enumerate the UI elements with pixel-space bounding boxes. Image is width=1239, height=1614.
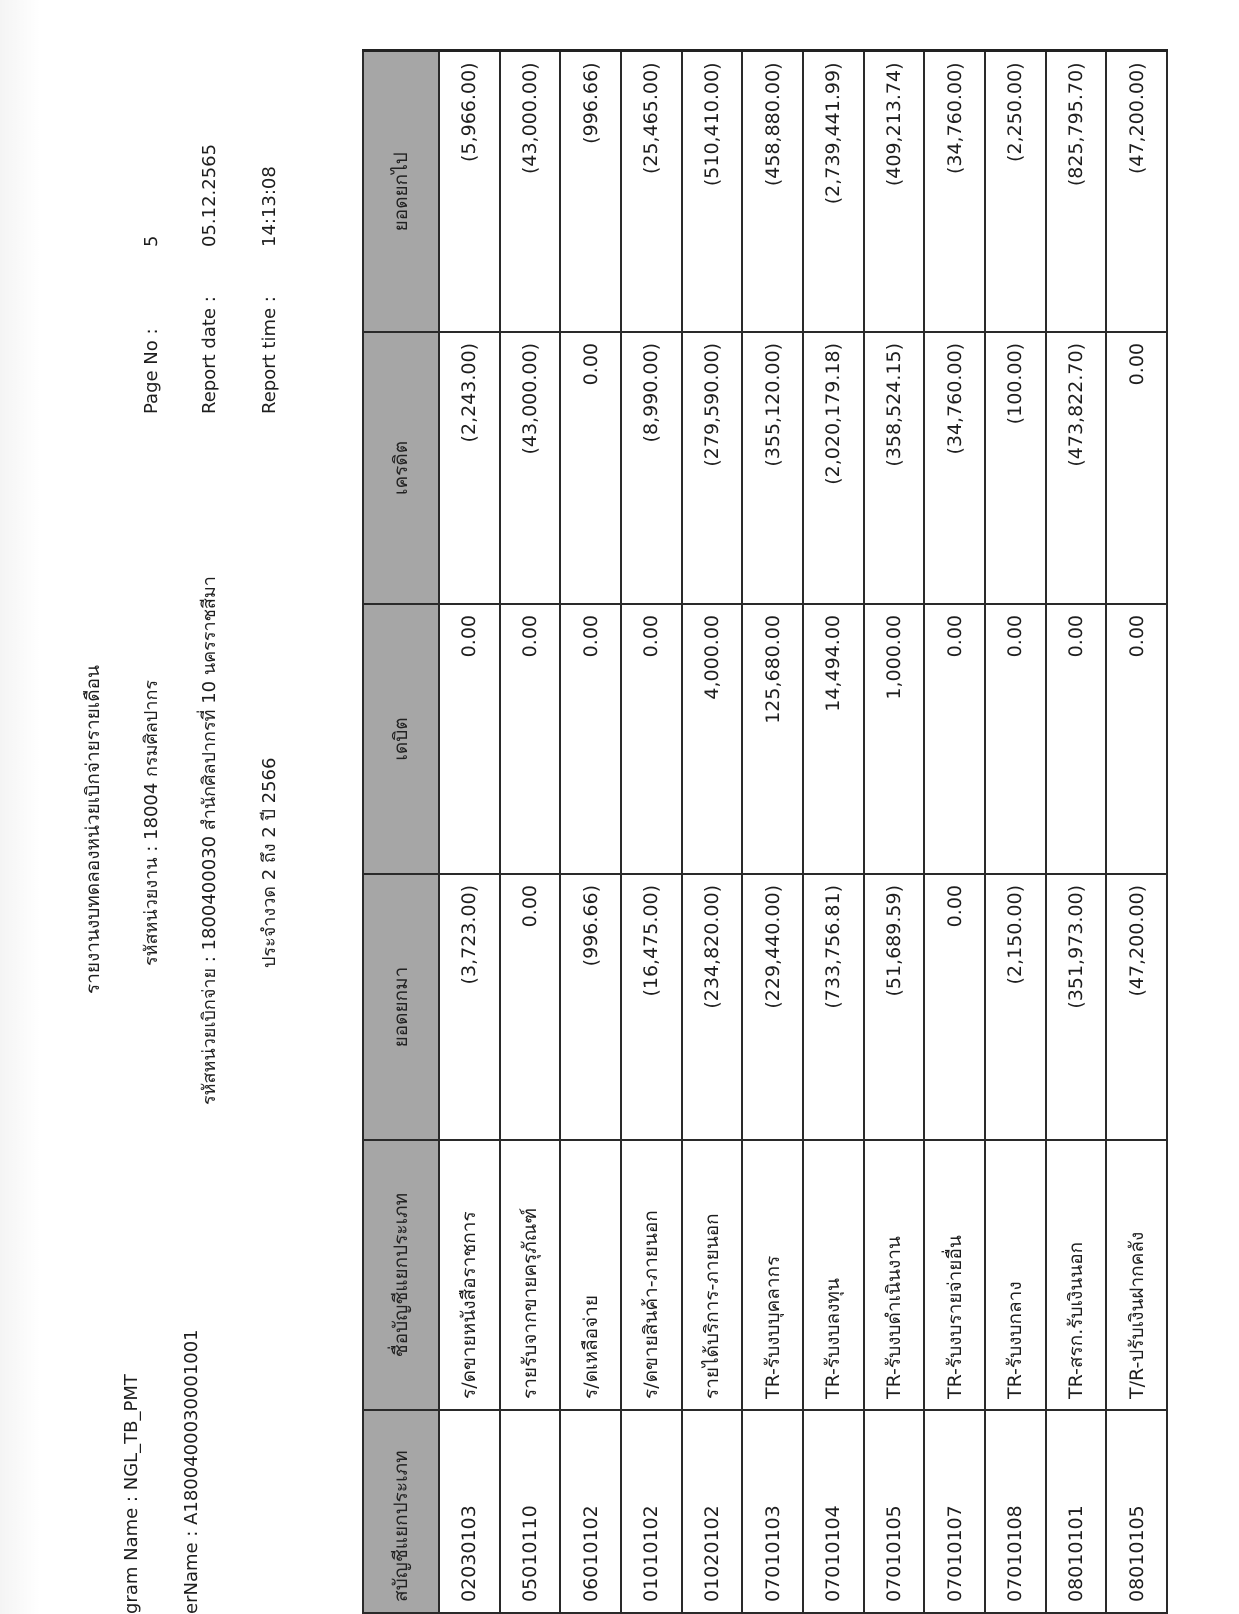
- brought-forward-cell: (733,756.81): [803, 874, 864, 1140]
- credit-cell: (43,000.00): [500, 332, 561, 604]
- brought-forward-cell: (234,820.00): [682, 874, 743, 1140]
- account-code-cell: 01020102: [682, 1410, 743, 1613]
- table-row: [742, 51, 803, 1613]
- carried-forward-cell: (2,250.00): [985, 51, 1046, 332]
- table-row: [864, 51, 925, 1613]
- user-name: erName : A1800400030001001: [181, 1329, 202, 1614]
- brought-forward-cell: 0.00: [500, 874, 561, 1140]
- debit-cell: 1,000.00: [864, 604, 925, 874]
- table-header-row: [363, 51, 439, 1613]
- carried-forward-cell: (825,795.70): [1046, 51, 1107, 332]
- column-header-account-code: สบัญชีแยกประเภท: [363, 1410, 439, 1613]
- debit-cell: 4,000.00: [682, 604, 743, 874]
- debit-cell: 0.00: [1046, 604, 1107, 874]
- account-code-cell: 07010105: [864, 1410, 925, 1613]
- credit-cell: (358,524.15): [864, 332, 925, 604]
- credit-cell: (355,120.00): [742, 332, 803, 604]
- brought-forward-cell: (3,723.00): [439, 874, 500, 1140]
- credit-cell: (34,760.00): [924, 332, 985, 604]
- carried-forward-cell: (409,213.74): [864, 51, 925, 332]
- debit-cell: 0.00: [439, 604, 500, 874]
- account-name-cell: TR-รับงบรายจ่ายอื่น: [924, 1140, 985, 1410]
- debit-cell: 0.00: [1106, 604, 1167, 874]
- disbursing-unit-line: รหัสหน่วยเบิกจ่าย : 1800400030 สำนักศิลปากรที่ 10 นครราชสีมา: [199, 576, 220, 1105]
- account-name-cell: รายรับจากขายครุภัณฑ์: [500, 1140, 561, 1410]
- account-code-cell: 08010101: [1046, 1410, 1107, 1613]
- debit-cell: 125,680.00: [742, 604, 803, 874]
- table-row: [924, 51, 985, 1613]
- credit-cell: 0.00: [560, 332, 621, 604]
- trial-balance-table: [362, 50, 1168, 1614]
- table-row: [682, 51, 743, 1613]
- table-row: [803, 51, 864, 1613]
- brought-forward-cell: (2,150.00): [985, 874, 1046, 1140]
- carried-forward-cell: (47,200.00): [1106, 51, 1167, 332]
- account-name-cell: TR-สรก.รับเงินนอก: [1046, 1140, 1107, 1410]
- carried-forward-cell: (510,410.00): [682, 51, 743, 332]
- report-date-label: Report date :: [199, 296, 220, 414]
- account-name-cell: ร/ดขายสินค้า-ภายนอก: [621, 1140, 682, 1410]
- credit-cell: (2,243.00): [439, 332, 500, 604]
- account-name-cell: รายได้บริการ-ภายนอก: [682, 1140, 743, 1410]
- report-time-label: Report time :: [259, 296, 280, 414]
- account-code-cell: 02030103: [439, 1410, 500, 1613]
- brought-forward-cell: (51,689.59): [864, 874, 925, 1140]
- account-code-cell: 05010110: [500, 1410, 561, 1613]
- carried-forward-cell: (458,880.00): [742, 51, 803, 332]
- period-line: ประจำงวด 2 ถึง 2 ปี 2566: [259, 757, 280, 968]
- credit-cell: (279,590.00): [682, 332, 743, 604]
- account-code-cell: 07010107: [924, 1410, 985, 1613]
- credit-cell: 0.00: [1106, 332, 1167, 604]
- credit-cell: (2,020,179.18): [803, 332, 864, 604]
- debit-cell: 0.00: [985, 604, 1046, 874]
- column-header-brought-forward: ยอดยกมา: [363, 874, 439, 1140]
- credit-cell: (8,990.00): [621, 332, 682, 604]
- report-date-value: 05.12.2565: [199, 143, 220, 247]
- account-name-cell: T/R-ปรับเงินฝากคลัง: [1106, 1140, 1167, 1410]
- carried-forward-cell: (2,739,441.99): [803, 51, 864, 332]
- column-header-debit: เดบิต: [363, 604, 439, 874]
- table-row: [439, 51, 500, 1613]
- page-no-value: 5: [141, 235, 162, 247]
- account-name-cell: TR-รับงบกลาง: [985, 1140, 1046, 1410]
- credit-cell: (473,822.70): [1046, 332, 1107, 604]
- account-name-cell: ร/ดเหลือจ่าย: [560, 1140, 621, 1410]
- report-time-value: 14:13:08: [259, 166, 280, 247]
- debit-cell: 0.00: [560, 604, 621, 874]
- debit-cell: 0.00: [924, 604, 985, 874]
- carried-forward-cell: (43,000.00): [500, 51, 561, 332]
- brought-forward-cell: (351,973.00): [1046, 874, 1107, 1140]
- table-row: [1046, 51, 1107, 1613]
- account-code-cell: 08010105: [1106, 1410, 1167, 1613]
- page-no-label: Page No :: [141, 328, 162, 414]
- column-header-credit: เครดิต: [363, 332, 439, 604]
- account-code-cell: 07010108: [985, 1410, 1046, 1613]
- credit-cell: (100.00): [985, 332, 1046, 604]
- table-row: [985, 51, 1046, 1613]
- account-code-cell: 01010102: [621, 1410, 682, 1613]
- brought-forward-cell: (16,475.00): [621, 874, 682, 1140]
- brought-forward-cell: (47,200.00): [1106, 874, 1167, 1140]
- brought-forward-cell: (996.66): [560, 874, 621, 1140]
- carried-forward-cell: (5,966.00): [439, 51, 500, 332]
- account-code-cell: 07010103: [742, 1410, 803, 1613]
- debit-cell: 14,494.00: [803, 604, 864, 874]
- column-header-carried-forward: ยอดยกไป: [363, 51, 439, 332]
- account-name-cell: TR-รับงบบุคลากร: [742, 1140, 803, 1410]
- brought-forward-cell: (229,440.00): [742, 874, 803, 1140]
- column-header-account-name: ชื่อบัญชีแยกประเภท: [363, 1140, 439, 1410]
- carried-forward-cell: (34,760.00): [924, 51, 985, 332]
- table-row: [500, 51, 561, 1613]
- debit-cell: 0.00: [621, 604, 682, 874]
- account-code-cell: 06010102: [560, 1410, 621, 1613]
- account-name-cell: TR-รับงบลงทุน: [803, 1140, 864, 1410]
- brought-forward-cell: 0.00: [924, 874, 985, 1140]
- program-name: gram Name : NGL_TB_PMT: [121, 1374, 142, 1614]
- table-row: [621, 51, 682, 1613]
- carried-forward-cell: (25,465.00): [621, 51, 682, 332]
- account-code-cell: 07010104: [803, 1410, 864, 1613]
- report-title: รายงานงบทดลองหน่วยเบิกจ่ายรายเดือน: [82, 664, 104, 994]
- table-body: [439, 51, 1167, 1613]
- account-name-cell: TR-รับงบดำเนินงาน: [864, 1140, 925, 1410]
- debit-cell: 0.00: [500, 604, 561, 874]
- account-name-cell: ร/ดขายหนังสือราชการ: [439, 1140, 500, 1410]
- carried-forward-cell: (996.66): [560, 51, 621, 332]
- table-row: [1106, 51, 1167, 1613]
- agency-line: รหัสหน่วยงาน : 18004 กรมศิลปากร: [141, 679, 162, 966]
- table-row: [560, 51, 621, 1613]
